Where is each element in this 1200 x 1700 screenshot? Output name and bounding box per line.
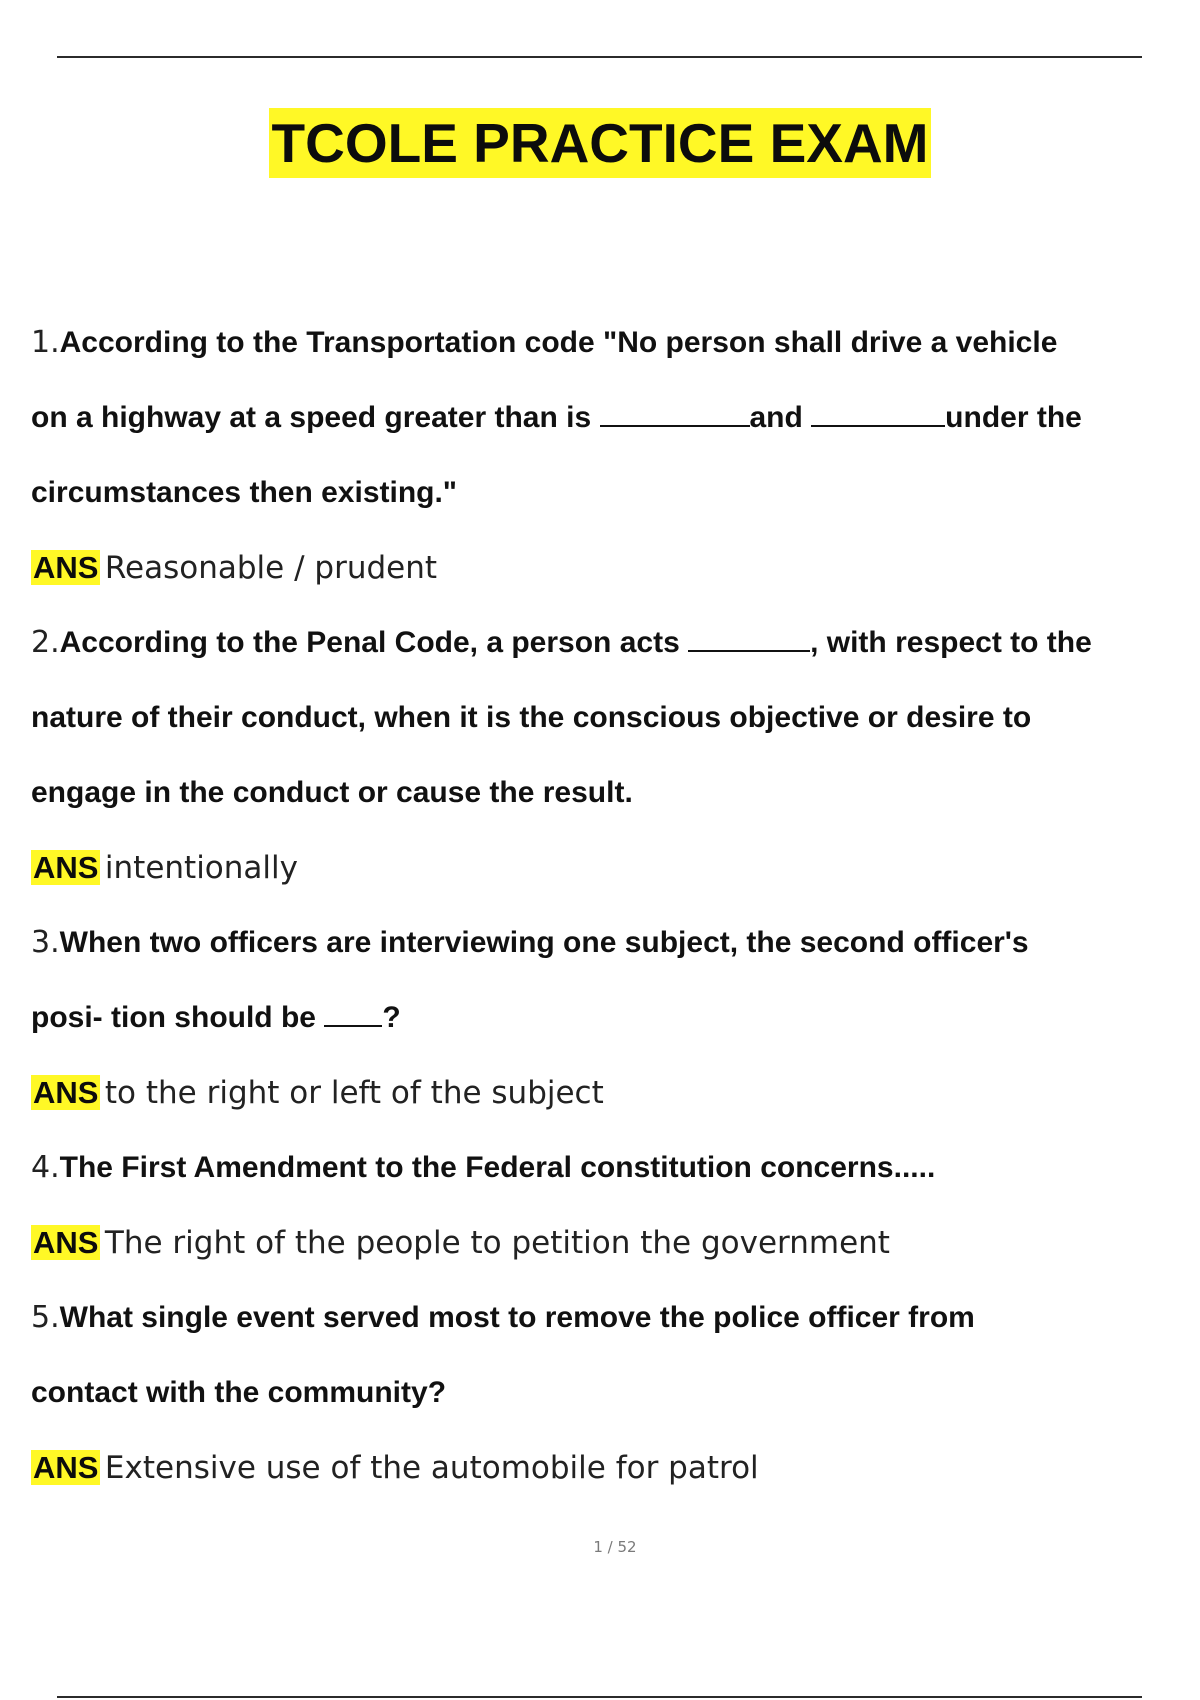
question-text: posi- tion should be xyxy=(31,1001,325,1034)
question-number: 4. xyxy=(31,1150,60,1185)
answer-text: intentionally xyxy=(104,850,298,886)
answer-text: The right of the people to petition the government xyxy=(104,1225,890,1261)
document-title: TCOLE PRACTICE EXAM xyxy=(269,108,932,178)
answer-label: ANS xyxy=(33,850,99,885)
fill-in-blank xyxy=(811,403,945,427)
fill-in-blank xyxy=(324,1003,382,1027)
answer-label: ANS xyxy=(33,550,99,585)
question-text: nature of their conduct, when it is the conscious objective or desire to xyxy=(31,701,1032,734)
question-1-line-1 xyxy=(31,305,1171,380)
question-text: and xyxy=(749,401,812,434)
answer-1 xyxy=(31,530,1171,605)
answer-2 xyxy=(31,830,1171,905)
question-text: When two officers are interviewing one subject, the second officer's xyxy=(59,926,1029,959)
answer-label: ANS xyxy=(33,1450,99,1485)
question-number: 1. xyxy=(31,325,60,360)
question-3-line-2 xyxy=(31,980,1171,1055)
question-text: What single event served most to remove the police officer from xyxy=(59,1301,975,1334)
question-text: According to the Transportation code "No person shall drive a vehicle xyxy=(59,326,1058,359)
question-text: contact with the community? xyxy=(31,1376,447,1409)
question-4-line-1 xyxy=(31,1130,1171,1205)
fill-in-blank xyxy=(688,628,810,652)
question-text: , with respect to the xyxy=(810,626,1092,659)
question-text: engage in the conduct or cause the result. xyxy=(31,776,633,809)
question-text: The First Amendment to the Federal constitution concerns..... xyxy=(59,1151,936,1184)
title-container xyxy=(0,108,1200,178)
question-number: 2. xyxy=(31,625,60,660)
question-text: under the xyxy=(945,401,1082,434)
question-2-line-1 xyxy=(31,605,1171,680)
question-text: on a highway at a speed greater than is xyxy=(31,401,600,434)
question-2-line-3 xyxy=(31,755,1171,830)
question-text: According to the Penal Code, a person acts xyxy=(59,626,689,659)
question-text: circumstances then existing." xyxy=(31,476,458,509)
answer-text: Extensive use of the automobile for patrol xyxy=(104,1450,759,1486)
answer-5 xyxy=(31,1430,1171,1505)
footer-rule xyxy=(57,1696,1142,1698)
question-2-line-2 xyxy=(31,680,1171,755)
answer-text: to the right or left of the subject xyxy=(104,1075,604,1111)
header-rule xyxy=(57,56,1142,58)
question-1-line-2 xyxy=(31,380,1171,455)
answer-4 xyxy=(31,1205,1171,1280)
question-number: 3. xyxy=(31,925,60,960)
question-5-line-2 xyxy=(31,1355,1171,1430)
question-list xyxy=(31,305,1171,1505)
answer-label: ANS xyxy=(33,1075,99,1110)
answer-text: Reasonable / prudent xyxy=(104,550,438,586)
question-3-line-1 xyxy=(31,905,1171,980)
fill-in-blank xyxy=(600,403,750,427)
answer-label: ANS xyxy=(33,1225,99,1260)
question-number: 5. xyxy=(31,1300,60,1335)
question-text: ? xyxy=(382,1001,401,1034)
answer-3 xyxy=(31,1055,1171,1130)
question-5-line-1 xyxy=(31,1280,1171,1355)
question-1-line-3 xyxy=(31,455,1171,530)
page-indicator: 1 / 52 xyxy=(593,1538,637,1556)
